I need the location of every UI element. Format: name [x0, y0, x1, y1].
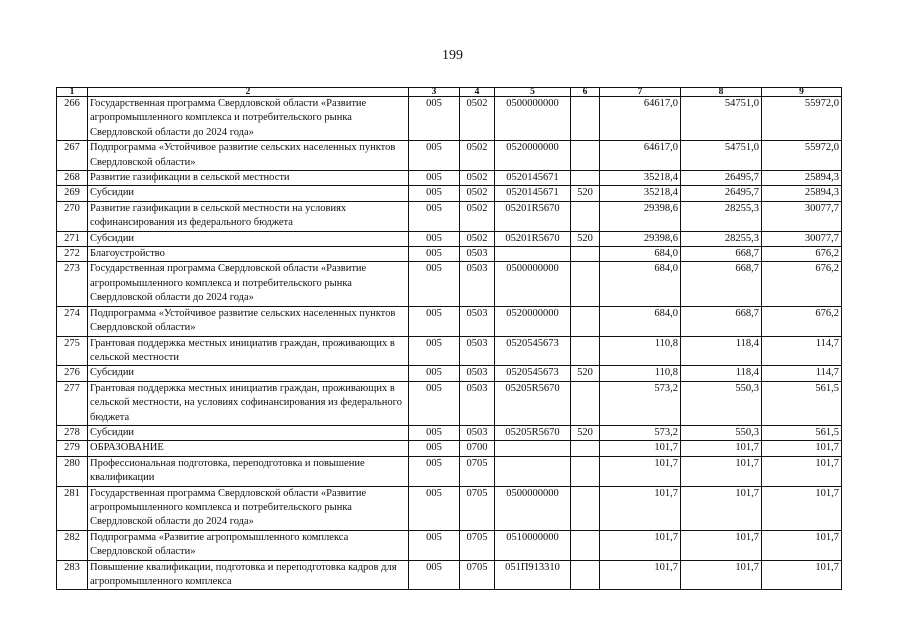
target-article-code: 051П913310: [495, 560, 571, 590]
target-article-code: 05201R5670: [495, 201, 571, 231]
ministry-code: 005: [409, 262, 460, 306]
table-row: [57, 456, 842, 486]
section-code: 0503: [460, 336, 495, 366]
section-code: 0502: [460, 171, 495, 186]
ministry-code: 005: [409, 247, 460, 262]
section-code: 0503: [460, 425, 495, 440]
row-number: 276: [57, 366, 88, 381]
amount-col-8: 668,7: [681, 247, 762, 262]
table-row: [57, 141, 842, 171]
amount-col-9: 101,7: [762, 456, 842, 486]
amount-col-7: 35218,4: [600, 171, 681, 186]
amount-col-8: 668,7: [681, 306, 762, 336]
table-row: [57, 262, 842, 306]
ministry-code: 005: [409, 486, 460, 530]
target-article-code: 0520545673: [495, 336, 571, 366]
amount-col-7: 573,2: [600, 381, 681, 425]
amount-col-9: 101,7: [762, 441, 842, 456]
amount-col-8: 668,7: [681, 262, 762, 306]
amount-col-9: 101,7: [762, 530, 842, 560]
row-name: Подпрограмма «Устойчивое развитие сельских населенных пунктов Свердловской области»: [88, 141, 409, 171]
amount-col-7: 110,8: [600, 366, 681, 381]
ministry-code: 005: [409, 336, 460, 366]
table-body: [57, 97, 842, 590]
amount-col-7: 64617,0: [600, 141, 681, 171]
amount-col-8: 550,3: [681, 425, 762, 440]
ministry-code: 005: [409, 456, 460, 486]
amount-col-8: 28255,3: [681, 201, 762, 231]
target-article-code: 0520000000: [495, 306, 571, 336]
table-row: [57, 97, 842, 141]
ministry-code: 005: [409, 171, 460, 186]
amount-col-9: 101,7: [762, 560, 842, 590]
row-name: Грантовая поддержка местных инициатив граждан, проживающих в сельской местности, на условиях софинансирования из федерального бюджета: [88, 381, 409, 425]
expense-type-code: [571, 262, 600, 306]
amount-col-9: 676,2: [762, 306, 842, 336]
column-header: 3: [409, 88, 460, 97]
ministry-code: 005: [409, 97, 460, 141]
row-name: Развитие газификации в сельской местности: [88, 171, 409, 186]
amount-col-7: 573,2: [600, 425, 681, 440]
row-number: 271: [57, 231, 88, 246]
expense-type-code: [571, 530, 600, 560]
amount-col-7: 35218,4: [600, 186, 681, 201]
table-row: [57, 171, 842, 186]
target-article-code: 05201R5670: [495, 231, 571, 246]
expense-type-code: 520: [571, 366, 600, 381]
amount-col-8: 118,4: [681, 336, 762, 366]
amount-col-8: 550,3: [681, 381, 762, 425]
page-number: 199: [442, 48, 463, 63]
target-article-code: 0500000000: [495, 262, 571, 306]
amount-col-8: 118,4: [681, 366, 762, 381]
expense-type-code: 520: [571, 186, 600, 201]
table-header-row: [57, 88, 842, 97]
row-number: 280: [57, 456, 88, 486]
target-article-code: 05205R5670: [495, 381, 571, 425]
table-row: [57, 186, 842, 201]
section-code: 0705: [460, 530, 495, 560]
expense-type-code: [571, 486, 600, 530]
amount-col-9: 676,2: [762, 262, 842, 306]
ministry-code: 005: [409, 425, 460, 440]
table-row: [57, 560, 842, 590]
amount-col-8: 101,7: [681, 530, 762, 560]
ministry-code: 005: [409, 231, 460, 246]
ministry-code: 005: [409, 441, 460, 456]
section-code: 0700: [460, 441, 495, 456]
row-name: Субсидии: [88, 425, 409, 440]
amount-col-9: 561,5: [762, 381, 842, 425]
ministry-code: 005: [409, 530, 460, 560]
row-number: 273: [57, 262, 88, 306]
ministry-code: 005: [409, 201, 460, 231]
row-number: 272: [57, 247, 88, 262]
table-row: [57, 231, 842, 246]
amount-col-7: 101,7: [600, 441, 681, 456]
row-name: Благоустройство: [88, 247, 409, 262]
ministry-code: 005: [409, 560, 460, 590]
row-number: 275: [57, 336, 88, 366]
amount-col-7: 29398,6: [600, 201, 681, 231]
target-article-code: 0520000000: [495, 141, 571, 171]
column-header: 5: [495, 88, 571, 97]
row-number: 279: [57, 441, 88, 456]
section-code: 0502: [460, 231, 495, 246]
amount-col-8: 101,7: [681, 560, 762, 590]
row-number: 277: [57, 381, 88, 425]
row-name: Профессиональная подготовка, переподготовка и повышение квалификации: [88, 456, 409, 486]
amount-col-9: 30077,7: [762, 231, 842, 246]
section-code: 0705: [460, 456, 495, 486]
expense-type-code: [571, 97, 600, 141]
row-name: Субсидии: [88, 186, 409, 201]
amount-col-7: 64617,0: [600, 97, 681, 141]
expense-type-code: [571, 456, 600, 486]
section-code: 0503: [460, 247, 495, 262]
row-name: Государственная программа Свердловской области «Развитие агропромышленного комплекса и потребительского рынка Свердловской области до 2024 года»: [88, 486, 409, 530]
budget-table: [56, 87, 842, 590]
row-number: 283: [57, 560, 88, 590]
column-header: 8: [681, 88, 762, 97]
expense-type-code: [571, 560, 600, 590]
amount-col-7: 101,7: [600, 560, 681, 590]
amount-col-7: 684,0: [600, 247, 681, 262]
target-article-code: 0500000000: [495, 486, 571, 530]
row-name: Грантовая поддержка местных инициатив граждан, проживающих в сельской местности: [88, 336, 409, 366]
table-row: [57, 486, 842, 530]
row-number: 278: [57, 425, 88, 440]
amount-col-9: 676,2: [762, 247, 842, 262]
amount-col-8: 101,7: [681, 456, 762, 486]
target-article-code: 0520145671: [495, 171, 571, 186]
expense-type-code: 520: [571, 425, 600, 440]
section-code: 0502: [460, 186, 495, 201]
target-article-code: 0500000000: [495, 97, 571, 141]
ministry-code: 005: [409, 366, 460, 381]
row-number: 270: [57, 201, 88, 231]
amount-col-8: 54751,0: [681, 141, 762, 171]
row-number: 269: [57, 186, 88, 201]
table-row: [57, 201, 842, 231]
target-article-code: [495, 441, 571, 456]
table-row: [57, 530, 842, 560]
section-code: 0503: [460, 306, 495, 336]
table-row: [57, 381, 842, 425]
amount-col-7: 101,7: [600, 486, 681, 530]
target-article-code: 05205R5670: [495, 425, 571, 440]
section-code: 0503: [460, 262, 495, 306]
amount-col-7: 684,0: [600, 306, 681, 336]
row-name: Субсидии: [88, 231, 409, 246]
target-article-code: [495, 247, 571, 262]
column-header: 1: [57, 88, 88, 97]
ministry-code: 005: [409, 186, 460, 201]
row-name: ОБРАЗОВАНИЕ: [88, 441, 409, 456]
section-code: 0503: [460, 381, 495, 425]
row-number: 281: [57, 486, 88, 530]
row-name: Развитие газификации в сельской местности на условиях софинансирования из федерального бюджета: [88, 201, 409, 231]
amount-col-9: 55972,0: [762, 97, 842, 141]
amount-col-9: 561,5: [762, 425, 842, 440]
ministry-code: 005: [409, 306, 460, 336]
expense-type-code: [571, 381, 600, 425]
amount-col-7: 684,0: [600, 262, 681, 306]
target-article-code: 0510000000: [495, 530, 571, 560]
row-number: 274: [57, 306, 88, 336]
table-row: [57, 306, 842, 336]
row-name: Государственная программа Свердловской области «Развитие агропромышленного комплекса и потребительского рынка Свердловской области до 2024 года»: [88, 262, 409, 306]
expense-type-code: [571, 247, 600, 262]
row-name: Подпрограмма «Развитие агропромышленного комплекса Свердловской области»: [88, 530, 409, 560]
amount-col-9: 55972,0: [762, 141, 842, 171]
section-code: 0503: [460, 366, 495, 381]
expense-type-code: [571, 336, 600, 366]
expense-type-code: [571, 141, 600, 171]
section-code: 0502: [460, 201, 495, 231]
target-article-code: 0520545673: [495, 366, 571, 381]
expense-type-code: 520: [571, 231, 600, 246]
section-code: 0502: [460, 97, 495, 141]
column-header: 4: [460, 88, 495, 97]
amount-col-7: 29398,6: [600, 231, 681, 246]
row-name: Повышение квалификации, подготовка и переподготовка кадров для агропромышленного комплекса: [88, 560, 409, 590]
amount-col-9: 114,7: [762, 336, 842, 366]
target-article-code: [495, 456, 571, 486]
row-number: 266: [57, 97, 88, 141]
column-header: 7: [600, 88, 681, 97]
amount-col-7: 101,7: [600, 456, 681, 486]
column-header: 2: [88, 88, 409, 97]
row-number: 282: [57, 530, 88, 560]
table-row: [57, 247, 842, 262]
table-row: [57, 425, 842, 440]
amount-col-8: 101,7: [681, 441, 762, 456]
section-code: 0705: [460, 560, 495, 590]
section-code: 0502: [460, 141, 495, 171]
row-name: Государственная программа Свердловской области «Развитие агропромышленного комплекса и потребительского рынка Свердловской области до 2024 года»: [88, 97, 409, 141]
amount-col-8: 26495,7: [681, 171, 762, 186]
amount-col-9: 114,7: [762, 366, 842, 381]
row-name: Подпрограмма «Устойчивое развитие сельских населенных пунктов Свердловской области»: [88, 306, 409, 336]
amount-col-9: 25894,3: [762, 186, 842, 201]
section-code: 0705: [460, 486, 495, 530]
row-number: 267: [57, 141, 88, 171]
row-number: 268: [57, 171, 88, 186]
amount-col-9: 25894,3: [762, 171, 842, 186]
amount-col-7: 101,7: [600, 530, 681, 560]
expense-type-code: [571, 441, 600, 456]
amount-col-8: 101,7: [681, 486, 762, 530]
table-row: [57, 366, 842, 381]
expense-type-code: [571, 201, 600, 231]
ministry-code: 005: [409, 141, 460, 171]
amount-col-8: 26495,7: [681, 186, 762, 201]
table-row: [57, 441, 842, 456]
table-row: [57, 336, 842, 366]
column-header: 6: [571, 88, 600, 97]
target-article-code: 0520145671: [495, 186, 571, 201]
amount-col-7: 110,8: [600, 336, 681, 366]
expense-type-code: [571, 171, 600, 186]
amount-col-9: 30077,7: [762, 201, 842, 231]
ministry-code: 005: [409, 381, 460, 425]
amount-col-9: 101,7: [762, 486, 842, 530]
column-header: 9: [762, 88, 842, 97]
amount-col-8: 28255,3: [681, 231, 762, 246]
expense-type-code: [571, 306, 600, 336]
row-name: Субсидии: [88, 366, 409, 381]
amount-col-8: 54751,0: [681, 97, 762, 141]
